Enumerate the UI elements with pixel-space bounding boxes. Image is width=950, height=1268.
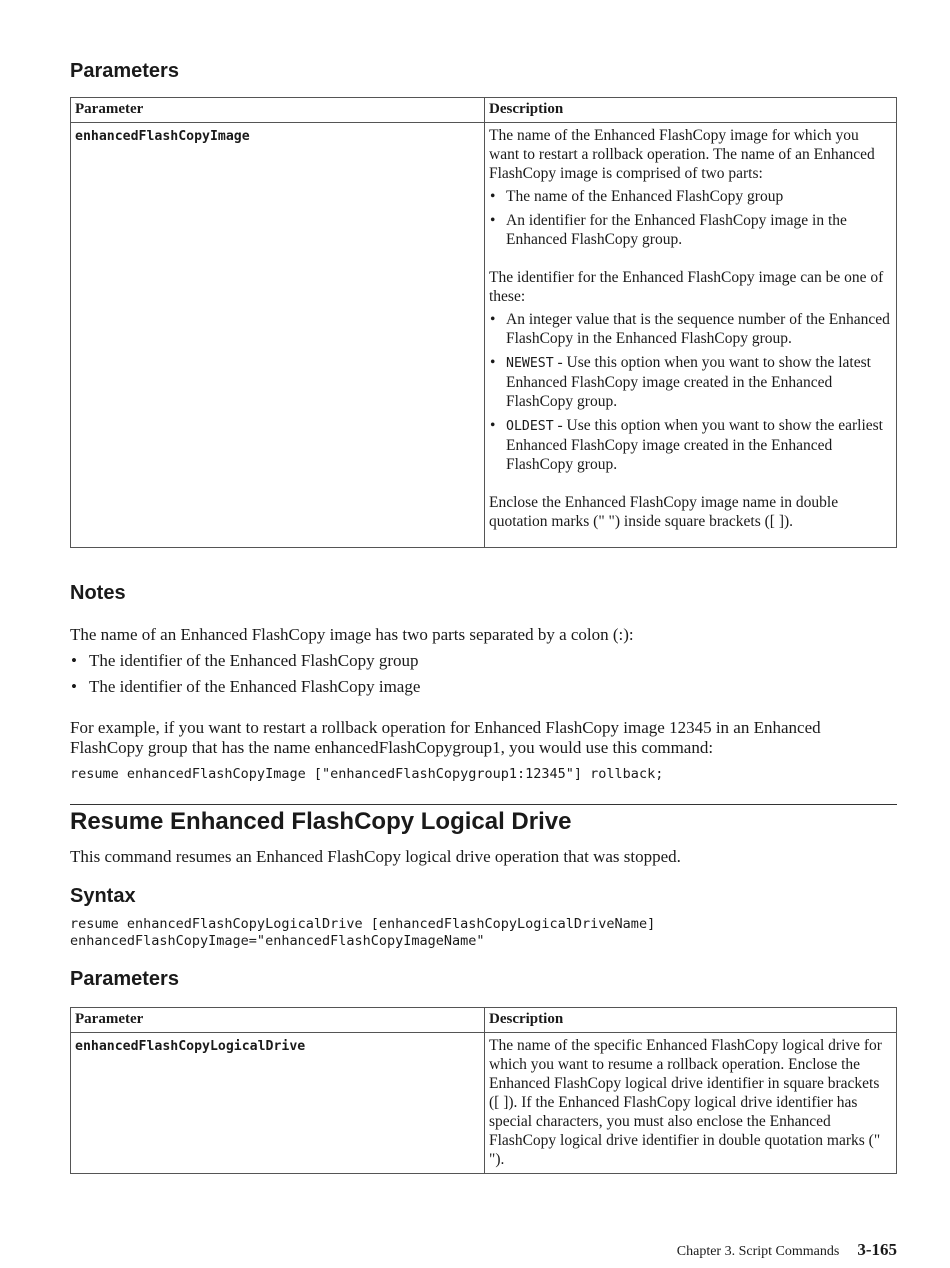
list-item: • The name of the Enhanced FlashCopy group <box>489 187 892 206</box>
syntax-line-1: resume enhancedFlashCopyLogicalDrive [enhancedFlashCopyLogicalDriveName] <box>70 916 656 932</box>
section-divider <box>70 804 897 805</box>
parameter-name: enhancedFlashCopyImage <box>75 129 250 144</box>
notes-intro: The name of an Enhanced FlashCopy image has two parts separated by a colon (:): <box>70 625 634 644</box>
parameter-description: The name of the specific Enhanced FlashCopy logical drive for which you want to resume a rollback operation. Enclose the Enhanced FlashCopy logical drive identifier in square brackets ([ ]). If the Enhanced FlashCopy logical drive identifier has special characters, you must also enclose the Enhanced FlashCopy logical drive identifier in double quotation marks (" "). <box>485 1033 897 1174</box>
notes-list <box>70 651 420 703</box>
syntax-line-2: enhancedFlashCopyImage="enhancedFlashCopyImageName" <box>70 933 485 949</box>
parameters-heading-2: Parameters <box>70 968 179 990</box>
parameter-name: enhancedFlashCopyLogicalDrive <box>75 1039 306 1054</box>
option-code: NEWEST <box>506 356 554 371</box>
syntax-heading: Syntax <box>70 885 136 907</box>
column-header-description: Description <box>485 98 897 123</box>
column-header-description: Description <box>485 1008 897 1033</box>
notes-heading: Notes <box>70 582 126 604</box>
enclose-note: Enclose the Enhanced FlashCopy image name in double quotation marks (" ") inside square brackets ([ ]). <box>489 494 839 530</box>
description-intro: The name of the Enhanced FlashCopy image for which you want to restart a rollback operation. The name of an Enhanced FlashCopy image is comprised of two parts: <box>489 127 875 182</box>
list-item: • The identifier of the Enhanced FlashCopy image <box>70 677 420 697</box>
page-footer <box>677 1240 897 1260</box>
identifier-intro: The identifier for the Enhanced FlashCopy image can be one of these: <box>489 269 884 305</box>
list-item: • An identifier for the Enhanced FlashCopy image in the Enhanced FlashCopy group. <box>489 211 892 249</box>
page-number: 3-165 <box>857 1240 897 1259</box>
parameters-table-2 <box>70 1007 897 1174</box>
list-item: • OLDEST - Use this option when you want to show the earliest Enhanced FlashCopy image created in the Enhanced FlashCopy group. <box>489 416 892 474</box>
table-row <box>71 1033 897 1174</box>
name-parts-list <box>489 187 892 249</box>
table-header-row <box>71 1008 897 1033</box>
list-item: • The identifier of the Enhanced FlashCopy group <box>70 651 420 671</box>
chapter-label: Chapter 3. Script Commands <box>676 1244 840 1259</box>
table-row <box>71 123 897 548</box>
identifier-options-list <box>489 310 892 474</box>
notes-example: For example, if you want to restart a rollback operation for Enhanced FlashCopy image 12345 in an Enhanced FlashCopy group that has the name enhancedFlashCopygroup1, you would use this command: <box>70 718 821 757</box>
list-item: • An integer value that is the sequence number of the Enhanced FlashCopy in the Enhanced FlashCopy group. <box>489 310 892 348</box>
section-title: Resume Enhanced FlashCopy Logical Drive <box>70 808 572 835</box>
column-header-parameter: Parameter <box>71 1008 485 1033</box>
section-description: This command resumes an Enhanced FlashCopy logical drive operation that was stopped. <box>70 847 681 866</box>
parameters-heading: Parameters <box>70 60 179 82</box>
example-command: resume enhancedFlashCopyImage ["enhancedFlashCopygroup1:12345"] rollback; <box>70 766 664 782</box>
parameter-description <box>485 123 897 548</box>
table-header-row <box>71 98 897 123</box>
parameters-table <box>70 97 897 548</box>
list-item: • NEWEST - Use this option when you want to show the latest Enhanced FlashCopy image created in the Enhanced FlashCopy group. <box>489 353 892 411</box>
option-code: OLDEST <box>506 419 554 434</box>
column-header-parameter: Parameter <box>71 98 485 123</box>
